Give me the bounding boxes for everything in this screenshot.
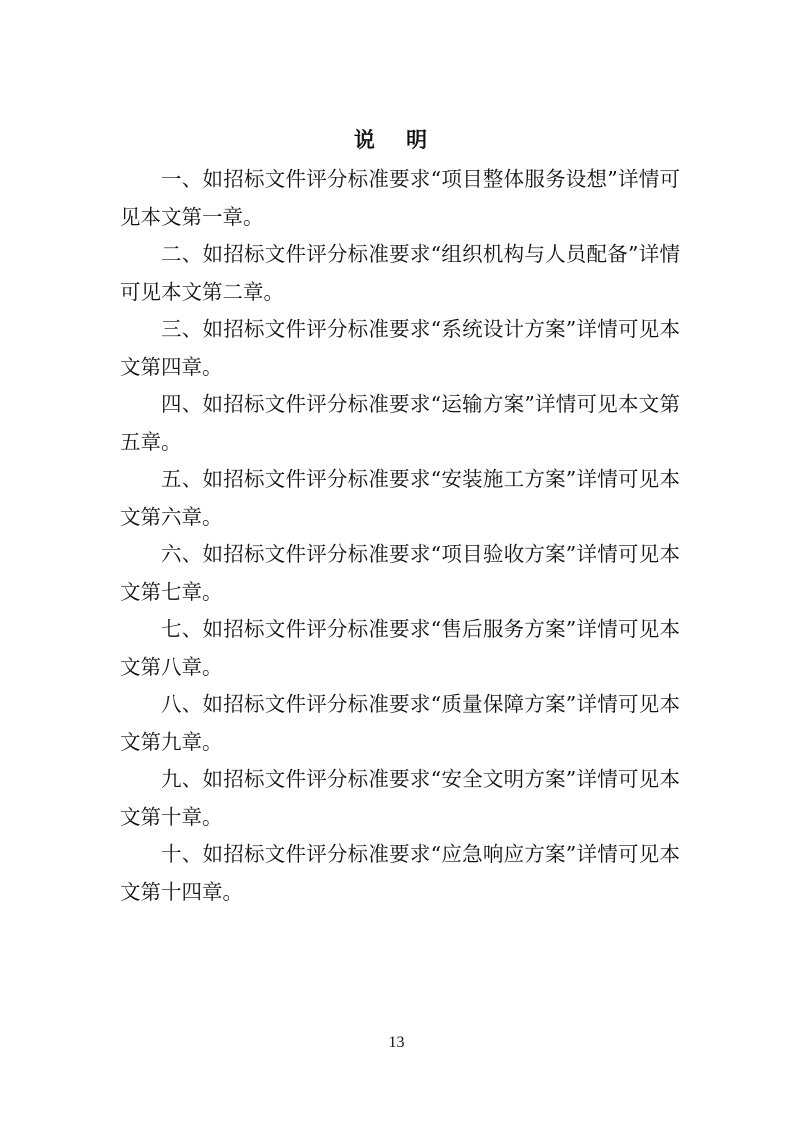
instruction-item-7: 七、如招标文件评分标准要求“售后服务方案”详情可见本文第八章。	[120, 617, 680, 679]
instruction-item-8: 八、如招标文件评分标准要求“质量保障方案”详情可见本文第九章。	[120, 692, 680, 754]
instruction-item-10: 十、如招标文件评分标准要求“应急响应方案”详情可见本文第十四章。	[120, 842, 680, 904]
page-title: 说 明	[353, 127, 440, 152]
instruction-item-1: 一、如招标文件评分标准要求“项目整体服务设想”详情可见本文第一章。	[120, 167, 680, 229]
instruction-item-9: 九、如招标文件评分标准要求“安全文明方案”详情可见本文第十章。	[120, 767, 680, 829]
instruction-item-5: 五、如招标文件评分标准要求“安装施工方案”详情可见本文第六章。	[120, 467, 680, 529]
instruction-item-4: 四、如招标文件评分标准要求“运输方案”详情可见本文第五章。	[120, 392, 680, 454]
instruction-list	[120, 161, 680, 911]
instruction-item-3: 三、如招标文件评分标准要求“系统设计方案”详情可见本文第四章。	[120, 317, 680, 379]
instruction-item-2: 二、如招标文件评分标准要求“组织机构与人员配备”详情可见本文第二章。	[120, 242, 680, 304]
page-number: 13	[388, 1034, 405, 1051]
instruction-item-6: 六、如招标文件评分标准要求“项目验收方案”详情可见本文第七章。	[120, 542, 680, 604]
